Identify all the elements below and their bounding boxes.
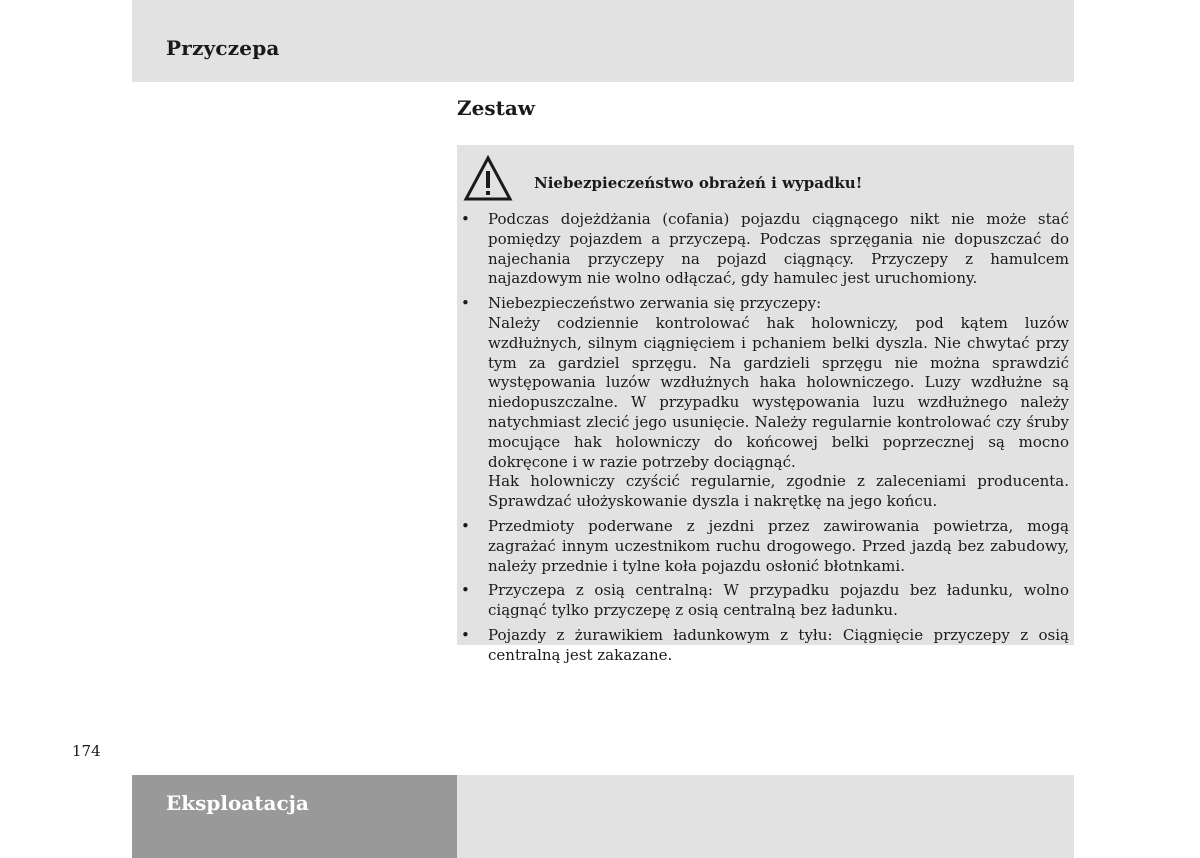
list-item	[457, 581, 1069, 621]
list-item-text: Hak holowniczy czyścić regularnie, zgodnie z zaleceniami producenta. Sprawdzać ułożyskowanie dyszla i nakrętkę na jego końcu.	[488, 472, 1069, 511]
warning-heading: Niebezpieczeństwo obrażeń i wypadku!	[534, 174, 863, 192]
section-title: Zestaw	[457, 96, 535, 120]
list-item	[457, 517, 1069, 576]
warning-triangle-icon	[463, 155, 513, 203]
list-item-text: Należy codziennie kontrolować hak holowniczy, pod kątem luzów wzdłużnych, silnym ciągnięciem i pchaniem belki dyszla. Nie chwytać przy tym za gardziel sprzęgu. Na gardzieli sprzęgu nie można sprawdzić występowania luzów wzdłużnych haka holowniczego. Luzy wzdłużne są niedopuszczalne. W przypadku występowania luzu wzdłużnego należy natychmiast zlecić jego usunięcie. Należy regularnie kontrolować czy śruby mocujące hak holowniczy do końcowej belki poprzecznej są mocno dokręcone i w razie potrzeby dociągnąć.	[488, 313, 1069, 471]
page-number: 174	[72, 742, 101, 760]
list-item-text: • Pojazdy z żurawikiem ładunkowym z tyłu: Ciągnięcie przyczepy z osią centralną jest zakazane.	[488, 625, 1069, 664]
list-item-text: • Niebezpieczeństwo zerwania się przyczepy:	[488, 294, 822, 313]
footer-tab	[132, 775, 457, 858]
list-item-text: • Przedmioty poderwane z jezdni przez zawirowania powietrza, mogą zagrażać innym uczestnikom ruchu drogowego. Przed jazdą bez zabudowy, należy przednie i tylne koła pojazdu osłonić błotnkami.	[488, 516, 1069, 575]
footer-band	[457, 775, 1074, 858]
list-item	[457, 626, 1069, 666]
list-item	[457, 294, 1069, 512]
footer-title: Eksploatacja	[166, 791, 309, 815]
chapter-title: Przyczepa	[166, 36, 280, 60]
warning-box	[457, 145, 1074, 664]
warning-list	[457, 210, 1069, 671]
list-item-text: • Przyczepa z osią centralną: W przypadku pojazdu bez ładunku, wolno ciągnąć tylko przyczepę z osią centralną bez ładunku.	[488, 581, 1069, 620]
list-item-text: • Podczas dojeżdżania (cofania) pojazdu ciągnącego nikt nie może stać pomiędzy pojazdem a przyczepą. Podczas sprzęgania nie dopuszczać do najechania przyczepy na pojazd ciągnący. Przyczepy z hamulcem najazdowym nie wolno odłączać, gdy hamulec jest uruchomiony.	[488, 210, 1069, 288]
header-band	[132, 0, 1074, 82]
list-item	[457, 210, 1069, 289]
